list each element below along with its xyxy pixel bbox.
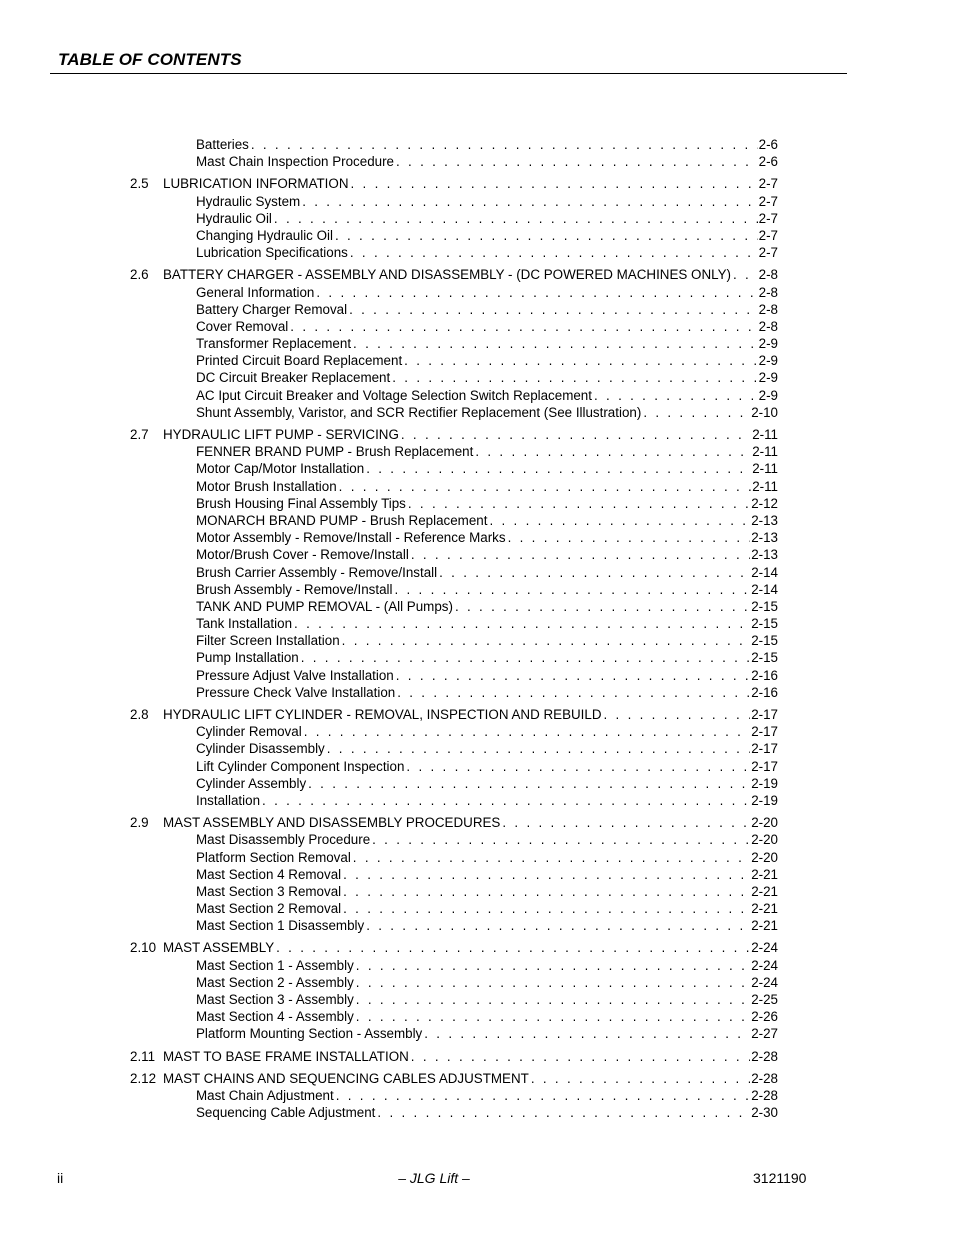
toc-entry-title: Brush Housing Final Assembly Tips: [196, 495, 406, 511]
toc-entry-page: 2-17: [751, 724, 778, 740]
toc-subsection-entry[interactable]: [0, 900, 954, 917]
toc-section-entry[interactable]: [0, 1070, 954, 1087]
toc-entry-title: Sequencing Cable Adjustment: [196, 1105, 376, 1121]
toc-section-number: 2.11: [130, 1048, 156, 1064]
toc-section-entry[interactable]: [0, 1048, 954, 1065]
toc-entry-title: MAST ASSEMBLY AND DISASSEMBLY PROCEDURES: [163, 815, 501, 831]
toc-subsection-entry[interactable]: [0, 443, 954, 460]
toc-entry-page: 2-25: [751, 992, 778, 1007]
dot-leader: [508, 529, 751, 546]
dot-leader: [304, 723, 751, 740]
toc-entry-title: Changing Hydraulic Oil: [196, 227, 333, 243]
toc-entry-page: 2-8: [758, 301, 778, 317]
toc-subsection-entry[interactable]: [0, 387, 954, 404]
dot-leader: [455, 598, 750, 615]
toc-entry-page: 2-15: [751, 598, 778, 614]
dot-leader: [356, 1008, 750, 1025]
toc-subsection-entry[interactable]: [0, 758, 954, 775]
toc-entry-title: MAST ASSEMBLY: [163, 940, 275, 956]
toc-entry-page: 2-21: [751, 866, 778, 882]
toc-subsection-entry[interactable]: [0, 564, 954, 581]
toc-subsection-entry[interactable]: [0, 598, 954, 615]
toc-entry-title: Mast Disassembly Procedure: [196, 832, 371, 848]
toc-entry-page: 2-7: [758, 210, 778, 226]
toc-subsection-entry[interactable]: [0, 460, 954, 477]
toc-subsection-entry[interactable]: [0, 529, 954, 546]
toc-subsection-entry[interactable]: [0, 227, 954, 244]
toc-section-number: 2.9: [130, 815, 149, 831]
toc-entry-title: Hydraulic Oil: [196, 210, 272, 226]
toc-entry-title: Hydraulic System: [196, 193, 301, 209]
toc-subsection-entry[interactable]: [0, 775, 954, 792]
toc-entry-title: Mast Section 2 - Assembly: [196, 974, 354, 990]
dot-leader: [356, 957, 750, 974]
toc-entry-page: 2-28: [751, 1070, 778, 1086]
dot-leader: [351, 175, 758, 192]
toc-entry-title: Lift Cylinder Component Inspection: [196, 758, 405, 774]
toc-entry-page: 2-8: [758, 284, 778, 300]
dot-leader: [343, 883, 750, 900]
toc-entry-page: 2-8: [758, 267, 778, 283]
toc-entry-title: Mast Chain Adjustment: [196, 1087, 334, 1103]
dot-leader: [594, 387, 758, 404]
toc-entry-title: Cylinder Disassembly: [196, 741, 325, 757]
toc-entry-title: MAST CHAINS AND SEQUENCING CABLES ADJUSTMENT: [163, 1070, 529, 1086]
dot-leader: [290, 318, 757, 335]
toc-subsection-entry[interactable]: [0, 615, 954, 632]
toc-entry-page: 2-21: [751, 918, 778, 934]
dot-leader: [274, 210, 758, 227]
toc-entry-page: 2-9: [758, 370, 778, 386]
dot-leader: [366, 460, 751, 477]
toc-subsection-entry[interactable]: [0, 136, 954, 153]
toc-subsection-entry[interactable]: [0, 404, 954, 421]
toc-section-entry[interactable]: [0, 266, 954, 283]
toc-entry-title: Motor/Brush Cover - Remove/Install: [196, 547, 409, 563]
toc-entry-title: Mast Section 1 Disassembly: [196, 918, 365, 934]
dot-leader: [327, 740, 750, 757]
toc-section-entry[interactable]: [0, 706, 954, 723]
table-of-contents: [0, 136, 954, 1121]
toc-entry-title: Filter Screen Installation: [196, 633, 340, 649]
toc-subsection-entry[interactable]: [0, 849, 954, 866]
toc-entry-page: 2-30: [751, 1105, 778, 1121]
toc-entry-title: Pump Installation: [196, 650, 299, 666]
header-rule: [50, 73, 847, 74]
toc-entry-title: Cylinder Assembly: [196, 775, 307, 791]
toc-entry-title: HYDRAULIC LIFT CYLINDER - REMOVAL, INSPECTION AND REBUILD: [163, 707, 602, 722]
dot-leader: [349, 301, 758, 318]
toc-section-number: 2.8: [130, 707, 149, 722]
dot-leader: [308, 775, 750, 792]
toc-subsection-entry[interactable]: [0, 1025, 954, 1042]
toc-subsection-entry[interactable]: [0, 723, 954, 740]
toc-subsection-entry[interactable]: [0, 284, 954, 301]
toc-entry-title: TANK AND PUMP REMOVAL - (All Pumps): [196, 598, 453, 614]
toc-subsection-entry[interactable]: [0, 244, 954, 261]
toc-subsection-entry[interactable]: [0, 581, 954, 598]
dot-leader: [336, 1087, 750, 1104]
toc-entry-title: Platform Section Removal: [196, 849, 351, 865]
toc-subsection-entry[interactable]: [0, 546, 954, 563]
dot-leader: [302, 193, 757, 210]
dot-leader: [408, 495, 750, 512]
toc-subsection-entry[interactable]: [0, 352, 954, 369]
toc-subsection-entry[interactable]: [0, 649, 954, 666]
toc-entry-title: Cover Removal: [196, 318, 289, 334]
toc-entry-title: LUBRICATION INFORMATION: [163, 176, 349, 192]
toc-entry-title: MONARCH BRAND PUMP - Brush Replacement: [196, 512, 488, 528]
toc-entry-page: 2-11: [752, 461, 778, 477]
footer-brand: – JLG Lift –: [398, 1170, 470, 1186]
toc-section-entry[interactable]: [0, 814, 954, 831]
toc-entry-title: AC Iput Circuit Breaker and Voltage Selection Switch Replacement: [196, 387, 592, 403]
toc-entry-page: 2-19: [751, 792, 778, 808]
toc-entry-page: 2-8: [758, 318, 778, 334]
toc-entry-page: 2-12: [751, 495, 778, 511]
toc-subsection-entry[interactable]: [0, 478, 954, 495]
toc-entry-page: 2-15: [751, 616, 778, 632]
toc-entry-page: 2-15: [751, 650, 778, 666]
toc-entry-title: Mast Section 3 Removal: [196, 883, 342, 899]
toc-entry-page: 2-20: [751, 832, 778, 848]
toc-entry-title: Pressure Check Valve Installation: [196, 684, 396, 700]
dot-leader: [424, 1025, 750, 1042]
toc-subsection-entry[interactable]: [0, 917, 954, 934]
toc-entry-page: 2-24: [751, 957, 778, 973]
toc-entry-page: 2-11: [752, 427, 778, 442]
toc-entry-title: Brush Assembly - Remove/Install: [196, 581, 393, 597]
toc-section-number: 2.6: [130, 267, 149, 283]
toc-entry-page: 2-21: [751, 883, 778, 899]
dot-leader: [531, 1070, 750, 1087]
dot-leader: [343, 866, 750, 883]
toc-entry-title: HYDRAULIC LIFT PUMP - SERVICING: [163, 427, 399, 442]
dot-leader: [353, 335, 758, 352]
toc-subsection-entry[interactable]: [0, 1008, 954, 1025]
toc-subsection-entry[interactable]: [0, 193, 954, 210]
dot-leader: [604, 706, 751, 723]
dot-leader: [392, 369, 757, 386]
toc-entry-title: Mast Section 3 - Assembly: [196, 992, 354, 1007]
toc-entry-title: Motor Brush Installation: [196, 478, 337, 494]
toc-subsection-entry[interactable]: [0, 974, 954, 991]
toc-entry-title: Installation: [196, 792, 261, 808]
footer-document-number: 3121190: [753, 1170, 807, 1186]
toc-subsection-entry[interactable]: [0, 957, 954, 974]
dot-leader: [439, 564, 750, 581]
toc-entry-page: 2-10: [751, 404, 778, 420]
toc-entry-page: 2-27: [751, 1026, 778, 1042]
toc-subsection-entry[interactable]: [0, 153, 954, 170]
toc-subsection-entry[interactable]: [0, 667, 954, 684]
toc-entry-page: 2-7: [758, 227, 778, 243]
dot-leader: [366, 917, 750, 934]
dot-leader: [396, 153, 758, 170]
toc-entry-page: 2-24: [751, 940, 778, 956]
toc-entry-page: 2-11: [752, 444, 778, 460]
toc-entry-page: 2-28: [751, 1087, 778, 1103]
toc-entry-title: FENNER BRAND PUMP - Brush Replacement: [196, 444, 474, 460]
toc-subsection-entry[interactable]: [0, 740, 954, 757]
dot-leader: [397, 684, 750, 701]
toc-subsection-entry[interactable]: [0, 318, 954, 335]
toc-entry-page: 2-13: [751, 512, 778, 528]
dot-leader: [396, 667, 750, 684]
dot-leader: [372, 831, 750, 848]
toc-entry-page: 2-9: [758, 387, 778, 403]
toc-section-entry[interactable]: [0, 175, 954, 192]
toc-entry-title: Printed Circuit Board Replacement: [196, 353, 403, 369]
toc-section-number: 2.12: [130, 1070, 157, 1086]
toc-entry-title: Battery Charger Removal: [196, 301, 348, 317]
toc-entry-title: Mast Chain Inspection Procedure: [196, 154, 394, 170]
toc-entry-title: Platform Mounting Section - Assembly: [196, 1026, 423, 1042]
dot-leader: [335, 227, 758, 244]
toc-subsection-entry[interactable]: [0, 512, 954, 529]
toc-subsection-entry[interactable]: [0, 495, 954, 512]
dot-leader: [301, 649, 750, 666]
toc-subsection-entry[interactable]: [0, 335, 954, 352]
toc-entry-title: General Information: [196, 284, 315, 300]
toc-subsection-entry[interactable]: [0, 991, 954, 1008]
toc-subsection-entry[interactable]: [0, 792, 954, 809]
toc-entry-page: 2-17: [751, 707, 778, 722]
dot-leader: [377, 1104, 750, 1121]
toc-subsection-entry[interactable]: [0, 684, 954, 701]
dot-leader: [733, 266, 758, 283]
toc-entry-page: 2-21: [751, 901, 778, 917]
toc-subsection-entry[interactable]: [0, 632, 954, 649]
toc-entry-title: Mast Section 4 Removal: [196, 866, 342, 882]
dot-leader: [411, 1048, 750, 1065]
dot-leader: [489, 512, 750, 529]
dot-leader: [262, 792, 750, 809]
toc-entry-page: 2-14: [751, 564, 778, 580]
toc-subsection-entry[interactable]: [0, 1087, 954, 1104]
dot-leader: [394, 581, 750, 598]
toc-subsection-entry[interactable]: [0, 1104, 954, 1121]
toc-subsection-entry[interactable]: [0, 369, 954, 386]
toc-entry-page: 2-9: [758, 353, 778, 369]
toc-entry-page: 2-17: [751, 741, 778, 757]
footer-page-number: ii: [57, 1170, 64, 1186]
toc-entry-page: 2-24: [751, 974, 778, 990]
toc-entry-title: Brush Carrier Assembly - Remove/Install: [196, 564, 438, 580]
dot-leader: [294, 615, 750, 632]
toc-entry-page: 2-11: [752, 478, 778, 494]
toc-section-number: 2.5: [130, 176, 149, 192]
dot-leader: [353, 849, 750, 866]
toc-entry-page: 2-28: [751, 1048, 778, 1064]
toc-entry-title: Mast Section 2 Removal: [196, 901, 342, 917]
toc-subsection-entry[interactable]: [0, 301, 954, 318]
dot-leader: [342, 632, 751, 649]
dot-leader: [356, 974, 750, 991]
toc-entry-page: 2-16: [751, 667, 778, 683]
dot-leader: [316, 284, 757, 301]
dot-leader: [343, 900, 750, 917]
toc-entry-page: 2-13: [751, 547, 778, 563]
dot-leader: [502, 814, 750, 831]
toc-subsection-entry[interactable]: [0, 866, 954, 883]
toc-entry-page: 2-16: [751, 684, 778, 700]
dot-leader: [404, 352, 757, 369]
toc-entry-page: 2-20: [751, 815, 778, 831]
dot-leader: [406, 758, 750, 775]
toc-entry-page: 2-19: [751, 775, 778, 791]
dot-leader: [251, 136, 758, 153]
toc-entry-page: 2-26: [751, 1009, 778, 1025]
toc-subsection-entry[interactable]: [0, 831, 954, 848]
toc-section-number: 2.7: [130, 427, 149, 442]
toc-entry-title: MAST TO BASE FRAME INSTALLATION: [163, 1048, 409, 1064]
dot-leader: [411, 546, 750, 563]
toc-entry-title: Batteries: [196, 137, 249, 152]
toc-entry-title: Mast Section 4 - Assembly: [196, 1009, 354, 1025]
toc-entry-page: 2-7: [758, 245, 778, 261]
toc-entry-page: 2-13: [751, 530, 778, 546]
dot-leader: [339, 478, 752, 495]
toc-entry-page: 2-6: [758, 137, 778, 152]
toc-subsection-entry[interactable]: [0, 883, 954, 900]
toc-entry-title: Pressure Adjust Valve Installation: [196, 667, 394, 683]
toc-section-entry[interactable]: [0, 939, 954, 956]
dot-leader: [276, 939, 750, 956]
dot-leader: [643, 404, 750, 421]
toc-entry-title: BATTERY CHARGER - ASSEMBLY AND DISASSEMBLY - (DC POWERED MACHINES ONLY): [163, 267, 731, 283]
dot-leader: [475, 443, 751, 460]
dot-leader: [401, 426, 751, 443]
toc-entry-page: 2-7: [758, 193, 778, 209]
toc-entry-page: 2-6: [758, 154, 778, 170]
dot-leader: [350, 244, 758, 261]
dot-leader: [356, 991, 750, 1008]
toc-entry-page: 2-7: [758, 176, 778, 192]
toc-subsection-entry[interactable]: [0, 210, 954, 227]
toc-entry-title: Lubrication Specifications: [196, 245, 348, 261]
toc-entry-title: Tank Installation: [196, 616, 293, 632]
toc-entry-title: Mast Section 1 - Assembly: [196, 957, 354, 973]
toc-entry-title: Shunt Assembly, Varistor, and SCR Rectifier Replacement (See Illustration): [196, 404, 642, 420]
toc-entry-page: 2-17: [751, 758, 778, 774]
toc-section-number: 2.10: [130, 940, 157, 956]
toc-entry-title: Motor Cap/Motor Installation: [196, 461, 365, 477]
toc-entry-page: 2-14: [751, 581, 778, 597]
toc-entry-page: 2-15: [751, 633, 778, 649]
toc-entry-page: 2-9: [758, 336, 778, 352]
toc-section-entry[interactable]: [0, 426, 954, 443]
page-header-title: TABLE OF CONTENTS: [58, 50, 242, 69]
toc-entry-title: Cylinder Removal: [196, 724, 302, 740]
toc-entry-title: Motor Assembly - Remove/Install - Reference Marks: [196, 530, 506, 546]
toc-entry-title: DC Circuit Breaker Replacement: [196, 370, 391, 386]
toc-entry-title: Transformer Replacement: [196, 336, 352, 352]
toc-entry-page: 2-20: [751, 849, 778, 865]
